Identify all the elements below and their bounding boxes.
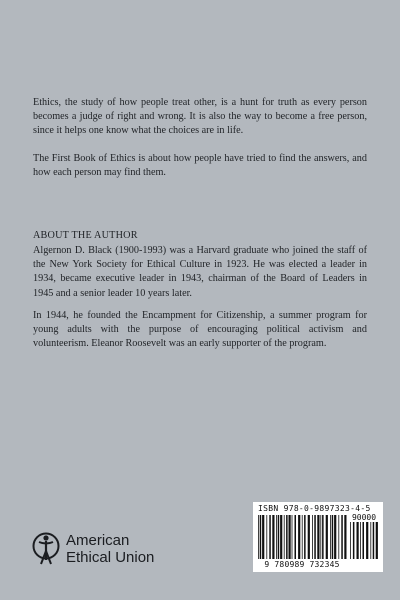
publisher-name-line-2: Ethical Union	[66, 549, 155, 566]
isbn-barcode	[253, 502, 383, 572]
isbn-number: ISBN 978-0-9897323-4-5	[258, 504, 371, 513]
barcode-addon-digits: 90000	[351, 513, 377, 522]
blurb-paragraph-2: The First Book of Ethics is about how people have tried to find the answers, and how each person may find them.	[33, 153, 367, 179]
barcode-ean-digits: 9 780989 732345	[264, 560, 340, 569]
publisher-logo-text	[66, 532, 154, 566]
about-author-heading: ABOUT THE AUTHOR	[33, 230, 138, 241]
publisher-name-line-1: American	[66, 532, 130, 549]
barcode-bars	[257, 515, 347, 559]
blurb-paragraph-1: Ethics, the study of how people treat other, is a hunt for truth as every person becomes a judge of right and wrong. It is also the way to become a free person, since it helps one know what the choices are in life.	[33, 97, 367, 137]
author-bio-paragraph-1: Algernon D. Black (1900-1993) was a Harvard graduate who joined the staff of the New York Society for Ethical Culture in 1923. He was elected a leader in 1934, became executive leader in 1943, chairman of the Board of Leaders in 1945 and a senior leader 10 years later.	[33, 245, 367, 299]
author-bio-paragraph-2: In 1944, he founded the Encampment for Citizenship, a summer program for young adults with the purpose of encouraging political activism and volunteerism. Eleanor Roosevelt was an early supporter of the program.	[33, 310, 367, 350]
ethical-union-emblem-icon	[30, 530, 62, 566]
barcode-addon-bars	[349, 522, 379, 559]
